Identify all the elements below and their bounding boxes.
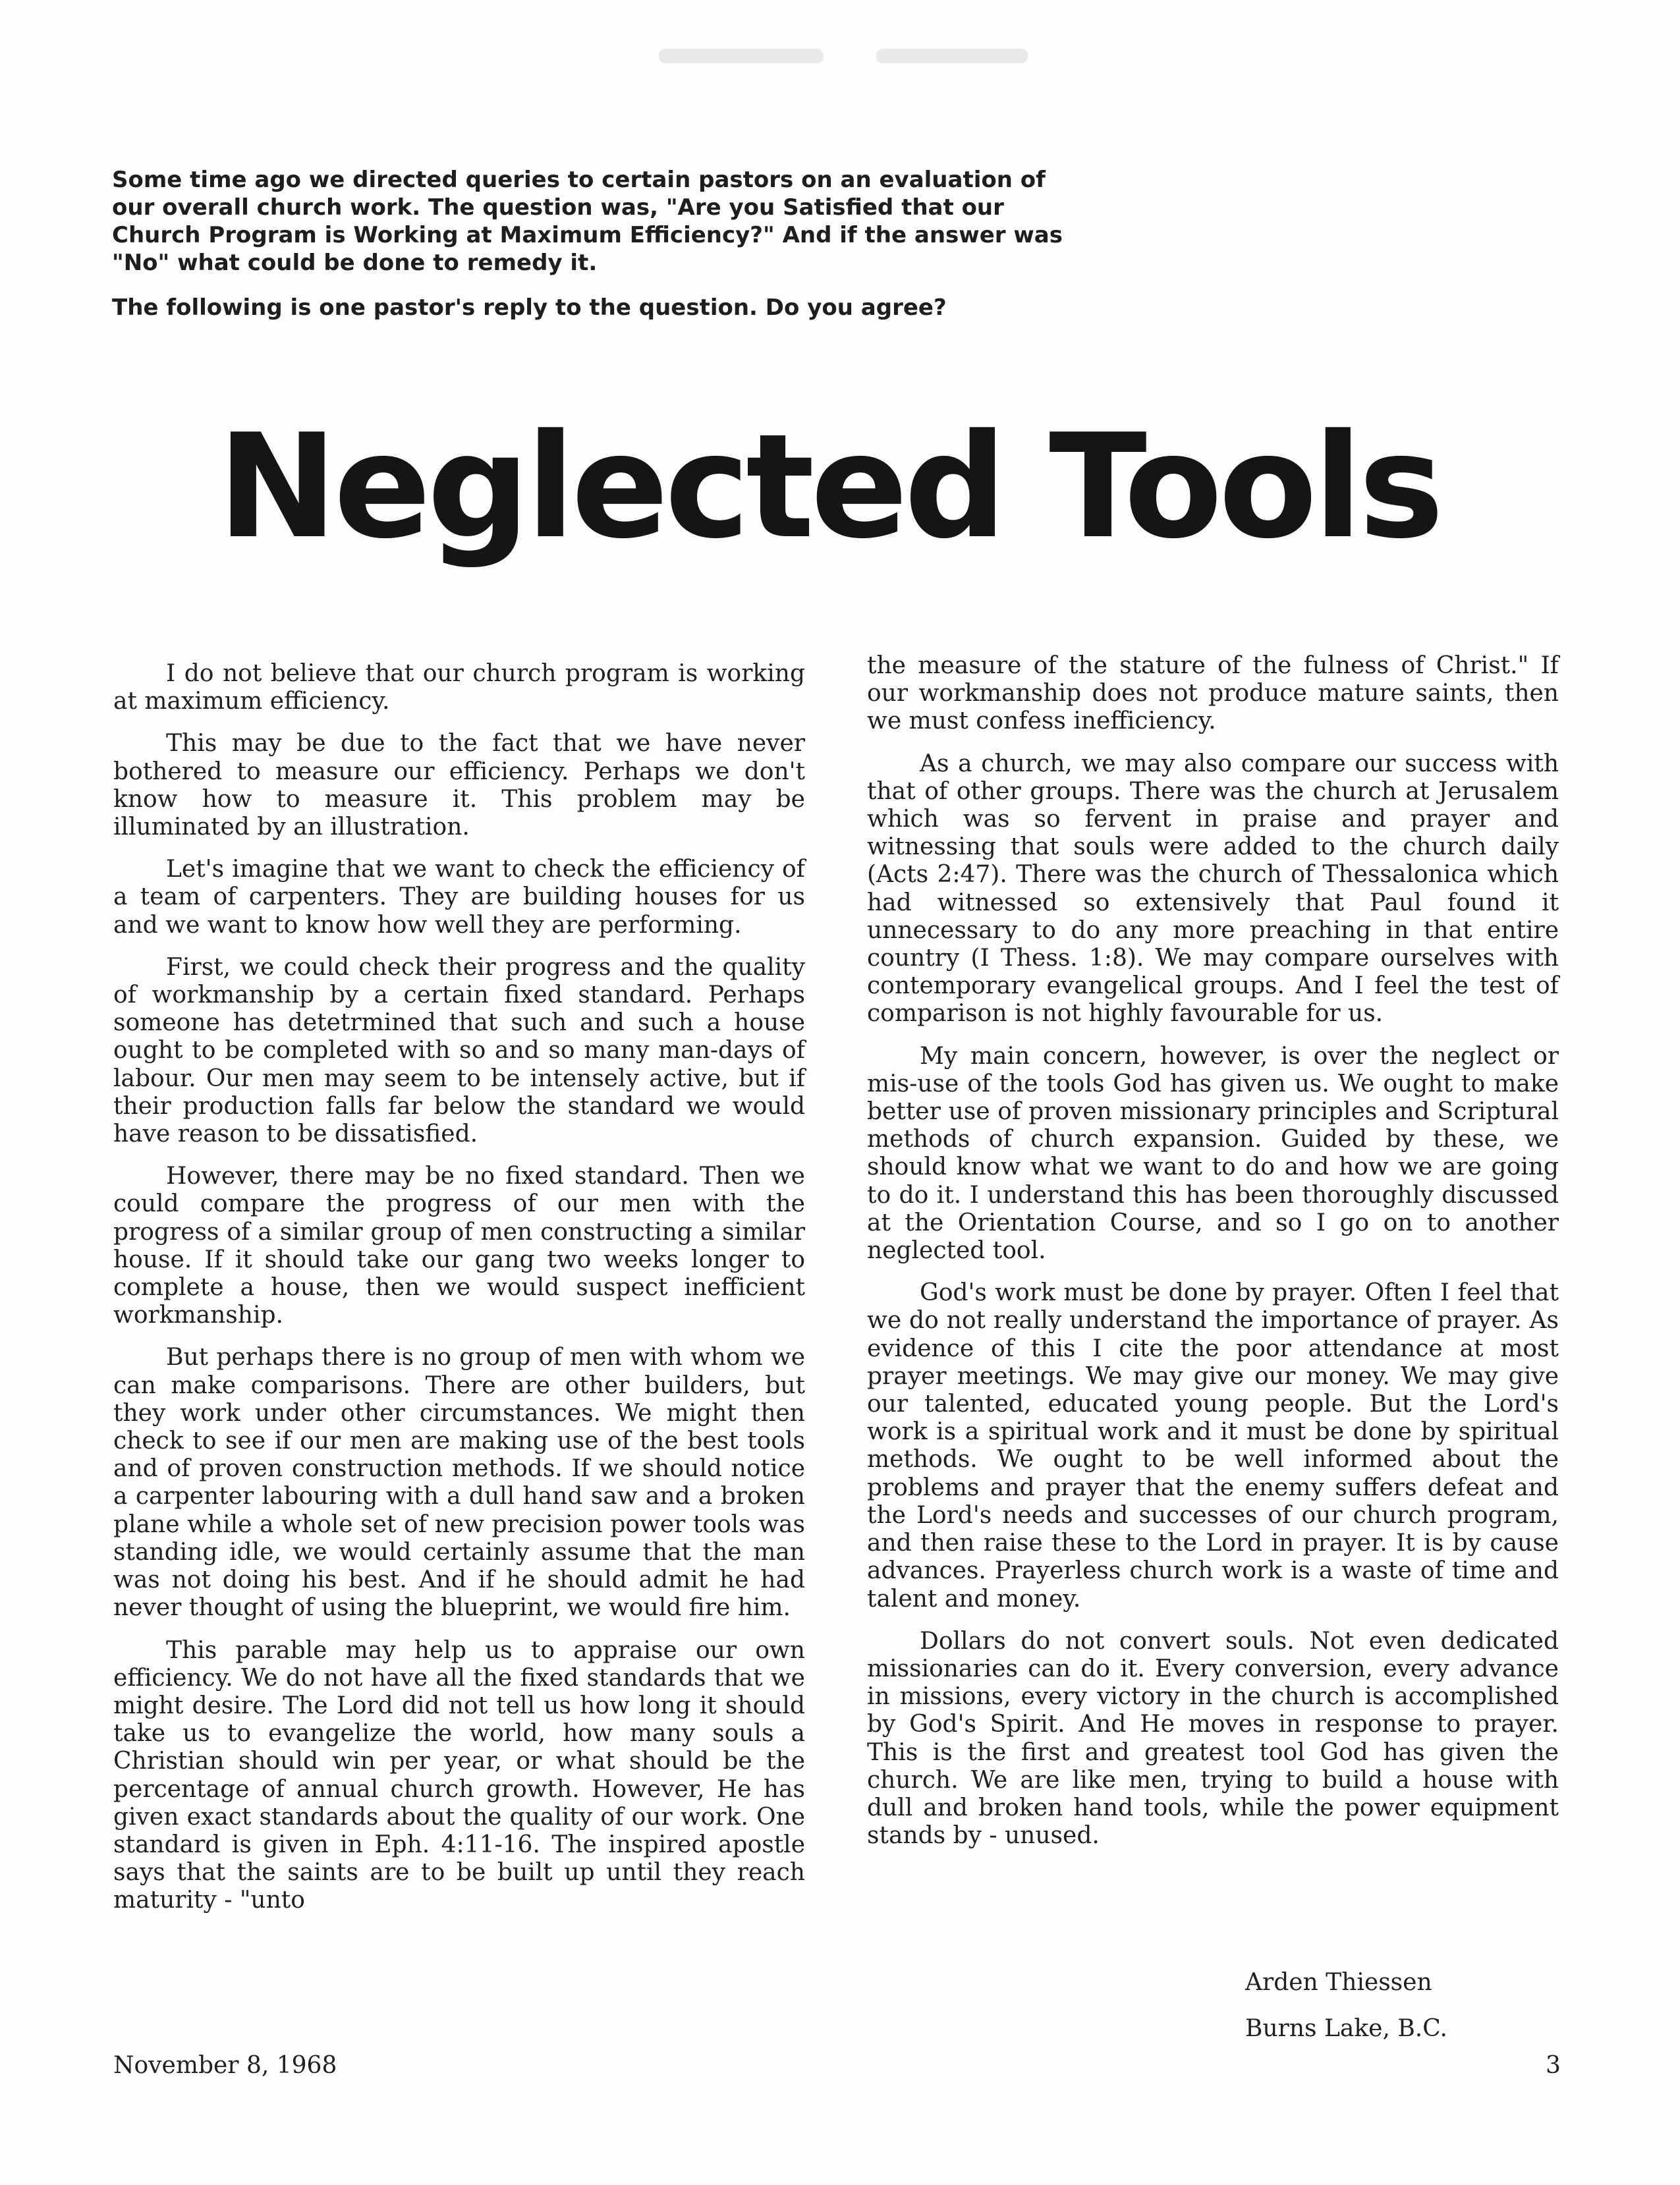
intro-paragraph: Some time ago we directed queries to certain pastors on an evaluation of our overall church work. The question was, "Are you Satisfied that our Church Program is Working at Maximum Efficiency?" And if the answer was "No" what could be done to remedy it. [112, 167, 1063, 276]
author-signature [1245, 1960, 1447, 2052]
author-location: Burns Lake, B.C. [1245, 2015, 1447, 2042]
body-paragraph: However, there may be no fixed standard. Then we could compare the progress of our men with the progress of a similar group of men constructing a similar house. If it should take our gang two weeks longer to complete a house, then we would suspect inefficient workmanship. [113, 1163, 805, 1329]
body-paragraph: As a church, we may also compare our success with that of other groups. There was the church at Jerusalem which was so fervent in praise and prayer and witnessing that souls were added to the church daily (Acts 2:47). There was the church of Thessalonica which had witnessed so extensively that Paul found it unnecessary to do any more preaching in that entire country (I Thess. 1:8). We may compare ourselves with contemporary evangelical groups. And I feel the test of comparison is not highly favourable for us. [867, 750, 1559, 1028]
body-paragraph: I do not believe that our church program is working at maximum efficiency. [113, 660, 805, 715]
article-left-column [113, 660, 805, 1929]
intro-note [112, 166, 1067, 339]
body-paragraph: the measure of the stature of the fulness of Christ." If our workmanship does not produce mature saints, then we must confess inefficiency. [867, 652, 1559, 735]
page-number: 3 [1546, 2052, 1561, 2079]
body-paragraph: God's work must be done by prayer. Often I feel that we do not really understand the importance of prayer. As evidence of this I cite the poor attendance at most prayer meetings. We may give our money. We may give our talented, educated young people. But the Lord's work is a spiritual work and it must be done by spiritual methods. We ought to be well informed about the problems and prayer that the enemy suffers defeat and the Lord's needs and successes of our church program, and then raise these to the Lord in prayer. It is by cause advances. Prayerless church work is a waste of time and talent and money. [867, 1279, 1559, 1613]
footer-date: November 8, 1968 [113, 2052, 337, 2079]
body-paragraph: Dollars do not convert souls. Not even dedicated missionaries can do it. Every conversion, every advance in missions, every victory in the church is accomplished by God's Spirit. And He moves in response to prayer. This is the first and greatest tool God has given the church. We are like men, trying to build a house with dull and broken hand tools, while the power equipment stands by - unused. [867, 1627, 1559, 1850]
body-paragraph: This parable may help us to appraise our own efficiency. We do not have all the fixed standards that we might desire. The Lord did not tell us how long it should take us to evangelize the world, how many souls a Christian should win per year, or what should be the percentage of annual church growth. However, He has given exact standards about the quality of our work. One standard is given in Eph. 4:11-16. The inspired apostle says that the saints are to be built up until they reach maturity - "unto [113, 1636, 805, 1914]
article-title: Neglected Tools [217, 404, 1440, 570]
body-paragraph: This may be due to the fact that we have never bothered to measure our efficiency. Perhaps we don't know how to measure it. This problem may be illuminated by an illustration. [113, 730, 805, 841]
article-right-column [867, 652, 1559, 1864]
body-paragraph: But perhaps there is no group of men with whom we can make comparisons. There are other builders, but they work under other circumstances. We might then check to see if our men are making use of the best tools and of proven construction methods. If we should notice a carpenter labouring with a dull hand saw and a broken plane while a whole set of new precision power tools was standing idle, we would certainly assume that the man was not doing his best. And if he should admit he had never thought of using the blueprint, we would fire him. [113, 1344, 805, 1622]
body-paragraph: First, we could check their progress and the quality of workmanship by a certain fixed standard. Perhaps someone has detetrmined that such and such a house ought to be completed with so and so many man-days of labour. Our men may seem to be intensely active, but if their production falls far below the standard we would have reason to be dissatisfied. [113, 953, 805, 1148]
intro-question: The following is one pastor's reply to the question. Do you agree? [112, 294, 947, 321]
scan-smudge [876, 49, 1028, 63]
scan-smudge [659, 49, 824, 63]
body-paragraph: My main concern, however, is over the neglect or mis-use of the tools God has given us. We ought to make better use of proven missionary principles and Scriptural methods of church expansion. Guided by these, we should know what we want to do and how we are going to do it. I understand this has been thoroughly discussed at the Orientation Course, and so I go on to another neglected tool. [867, 1042, 1559, 1265]
author-name: Arden Thiessen [1245, 1969, 1432, 1996]
body-paragraph: Let's imagine that we want to check the efficiency of a team of carpenters. They are building houses for us and we want to know how well they are performing. [113, 856, 805, 939]
